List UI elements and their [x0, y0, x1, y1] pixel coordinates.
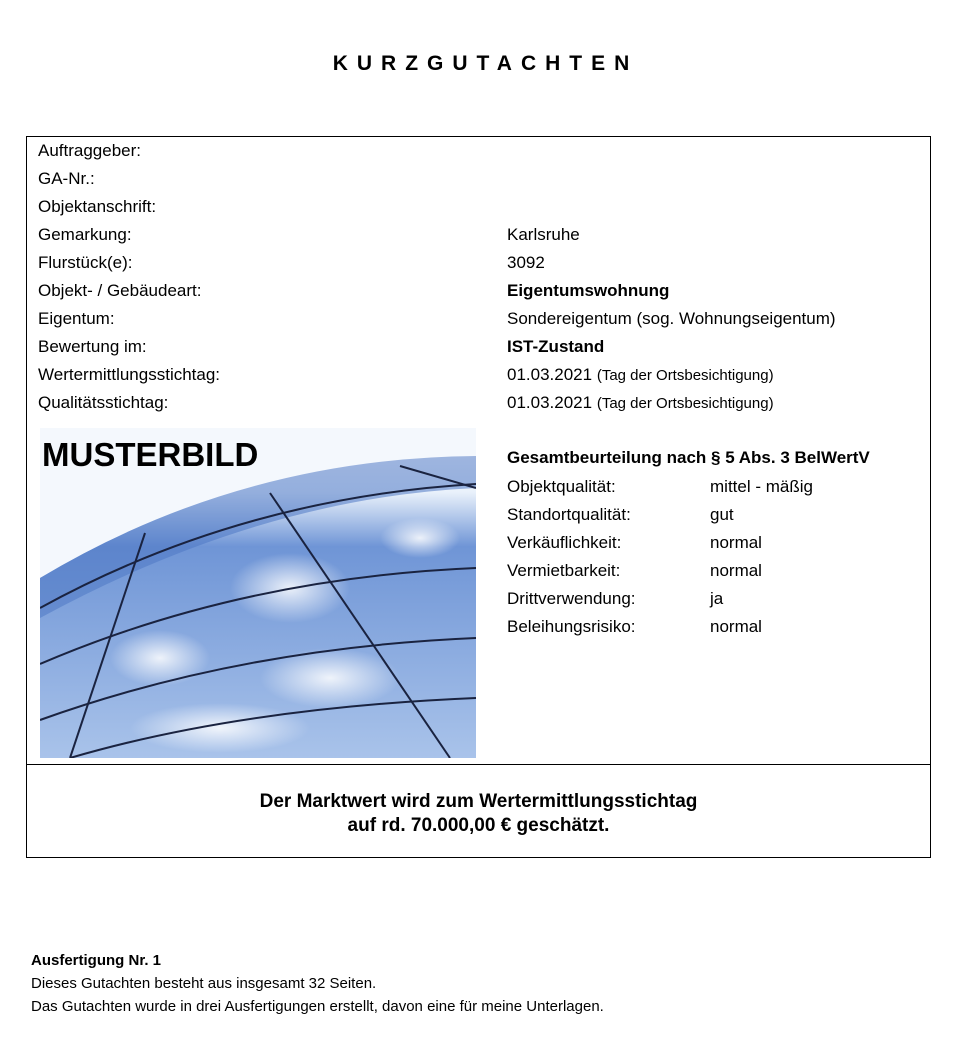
market-value-line2: auf rd. 70.000,00 € geschätzt. [347, 815, 610, 836]
field-label-objektanschrift: Objektanschrift: [38, 197, 157, 216]
field-label-eigentum: Eigentum: [38, 309, 115, 328]
field-label-qualitaetsstichtag: Qualitätsstichtag: [38, 393, 169, 412]
rating-label: Verkäuflichkeit: [507, 533, 622, 552]
market-value-line1: Der Marktwert wird zum Wertermittlungsstichtag [259, 791, 698, 812]
sample-photo [40, 428, 476, 758]
glass-facade-image [40, 428, 476, 758]
rating-value: normal [710, 561, 762, 580]
rating-label: Beleihungsrisiko: [507, 617, 636, 636]
page-count-note: Dieses Gutachten besteht aus insgesamt 32 Seiten. [31, 975, 377, 992]
field-label-gemarkung: Gemarkung: [38, 225, 132, 244]
rating-value: ja [710, 589, 724, 608]
rating-label: Standortqualität: [507, 505, 631, 524]
field-value-flurstueck: 3092 [507, 253, 545, 272]
rating-label: Objektqualität: [507, 477, 616, 496]
date-note: (Tag der Ortsbesichtigung) [596, 367, 774, 384]
summary-box [26, 136, 931, 858]
date-value: 01.03.2021 [507, 365, 593, 384]
field-label-bewertung: Bewertung im: [38, 337, 147, 356]
rating-value: mittel - mäßig [710, 477, 813, 496]
copies-note: Das Gutachten wurde in drei Ausfertigungen erstellt, davon eine für meine Unterlagen. [31, 998, 604, 1015]
section-divider [27, 764, 930, 765]
field-label-objektart: Objekt- / Gebäudeart: [38, 281, 202, 300]
market-value-statement [27, 790, 930, 838]
rating-value: gut [710, 505, 734, 524]
date-value: 01.03.2021 [507, 393, 593, 412]
rating-label: Vermietbarkeit: [507, 561, 621, 580]
field-value-qualitaetsstichtag [507, 393, 774, 413]
field-value-wertermittlungsstichtag [507, 365, 774, 385]
document-title: KURZGUTACHTEN [332, 52, 639, 75]
field-value-gemarkung: Karlsruhe [507, 225, 580, 244]
footer-notes [31, 949, 604, 1018]
copy-number-heading: Ausfertigung Nr. 1 [31, 952, 162, 969]
rating-value: normal [710, 533, 762, 552]
rating-value: normal [710, 617, 762, 636]
field-value-bewertung: IST-Zustand [507, 337, 605, 356]
field-label-flurstueck: Flurstück(e): [38, 253, 133, 272]
rating-label: Drittverwendung: [507, 589, 636, 608]
date-note: (Tag der Ortsbesichtigung) [596, 395, 774, 412]
rating-title: Gesamtbeurteilung nach § 5 Abs. 3 BelWertV [507, 448, 870, 467]
field-label-ga-nr: GA-Nr.: [38, 169, 95, 188]
field-value-objektart: Eigentumswohnung [507, 281, 670, 300]
field-label-wertermittlungsstichtag: Wertermittlungsstichtag: [38, 365, 221, 384]
image-watermark-label: MUSTERBILD [42, 436, 259, 473]
field-label-auftraggeber: Auftraggeber: [38, 141, 142, 160]
field-value-eigentum: Sondereigentum (sog. Wohnungseigentum) [507, 309, 836, 328]
